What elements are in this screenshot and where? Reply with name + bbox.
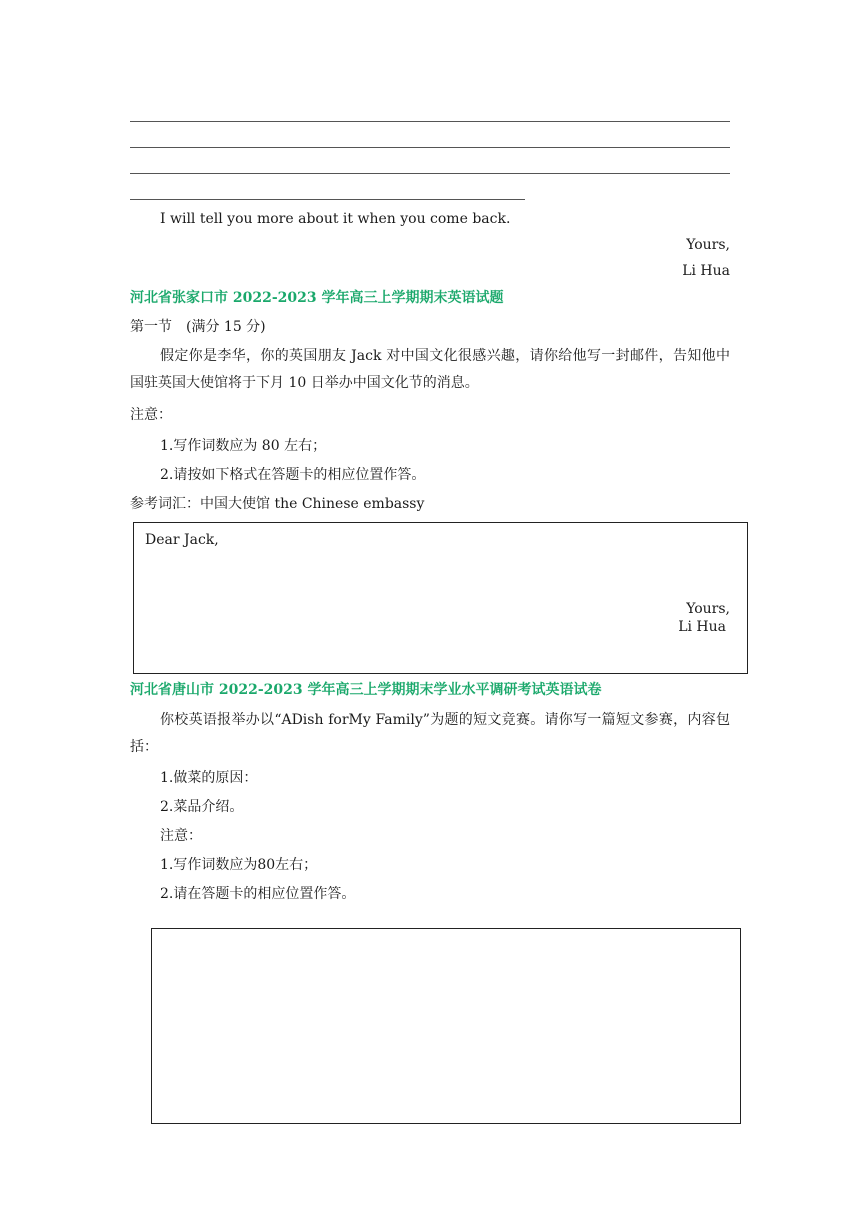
box-greeting: Dear Jack, (145, 532, 219, 548)
note-word-count: 1.写作词数应为 80 左右； (160, 438, 327, 454)
tangshan-notes-label: 注意： (160, 828, 202, 844)
tangshan-note-word-count: 1.写作词数应为80左右； (160, 857, 318, 873)
zhangjiakou-prompt: 假定你是李华，你的英国朋友 Jack 对中国文化很感兴趣，请你给他写一封邮件，告知他中国驻英国大使馆将于下月 10 日举办中国文化节的消息。 (130, 348, 730, 391)
answer-box[interactable] (151, 928, 741, 1124)
closing-sentence: I will tell you more about it when you come back. (160, 211, 511, 227)
tangshan-note-answer: 2.请在答题卡的相应位置作答。 (160, 886, 356, 902)
tangshan-heading: 河北省唐山市 2022-2023 学年高三上学期期末学业水平调研考试英语试卷 (130, 682, 602, 698)
writing-line-2 (130, 147, 730, 148)
writing-line-3 (130, 173, 730, 174)
content-item-dish: 2.菜品介绍。 (160, 799, 244, 815)
box-signature: Li Hua (678, 619, 726, 635)
zhangjiakou-heading: 河北省张家口市 2022-2023 学年高三上学期期末英语试题 (130, 290, 504, 306)
reference-vocab: 参考词汇：中国大使馆 the Chinese embassy (130, 496, 425, 512)
tangshan-prompt: 你校英语报举办以“ADish forMy Family”为题的短文竞赛。请你写一篇短文参赛，内容包括： (130, 712, 730, 755)
letter-signoff: Yours, (686, 237, 730, 253)
note-answer-format: 2.请按如下格式在答题卡的相应位置作答。 (160, 467, 426, 483)
letter-signature: Li Hua (682, 263, 730, 279)
box-signoff: Yours, (686, 601, 730, 617)
letter-format-box (133, 522, 748, 674)
notes-label: 注意： (130, 407, 172, 423)
writing-line-4 (130, 199, 525, 200)
content-item-reason: 1.做菜的原因： (160, 770, 258, 786)
writing-line-1 (130, 121, 730, 122)
section-label: 第一节 (满分 15 分) (130, 319, 266, 335)
